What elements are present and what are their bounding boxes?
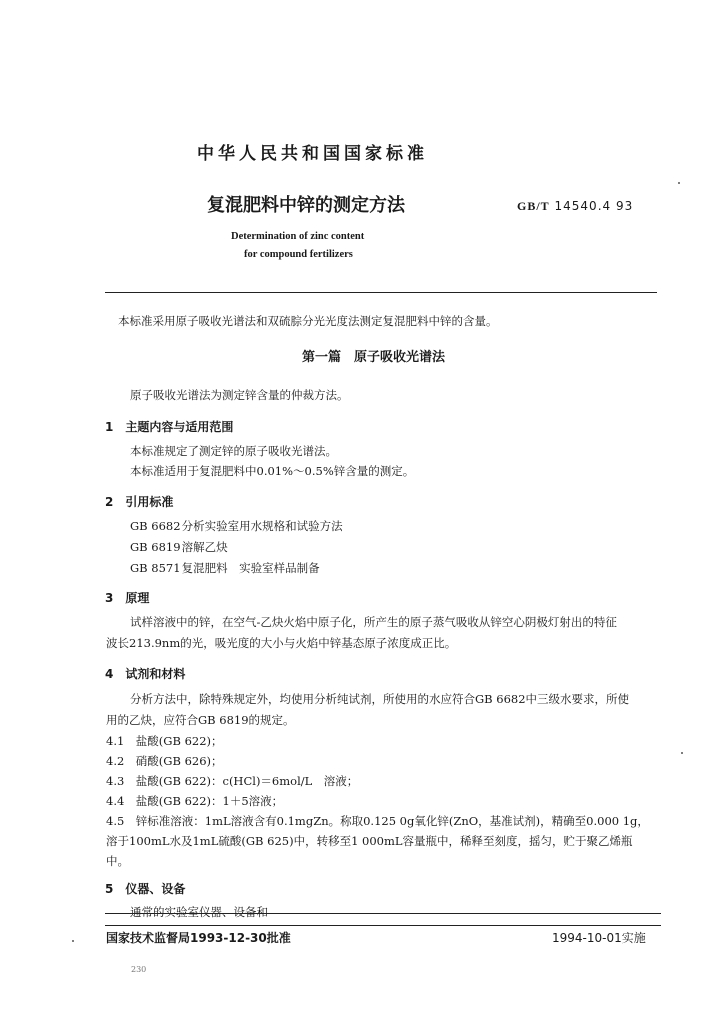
- section-3-line: 试样溶液中的锌，在空气-乙炔火焰中原子化，所产生的原子蒸气吸收从锌空心阴极灯射出的特征: [130, 615, 617, 629]
- header-divider: [105, 292, 657, 293]
- section-1-line: 本标准规定了测定锌的原子吸收光谱法。: [130, 444, 337, 458]
- scan-speck: [678, 182, 680, 184]
- implementation-date: 1994-10-01实施: [552, 931, 646, 945]
- section-4-line: 分析方法中，除特殊规定外，均使用分析纯试剂，所使用的水应符合GB 6682中三级水要求，所使: [130, 692, 630, 706]
- footer-divider: [105, 925, 661, 926]
- section-3-heading: 3 原理: [105, 591, 150, 605]
- page-number: 230: [131, 965, 147, 974]
- section-3-line: 波长213.9nm的光，吸光度的大小与火焰中锌基态原子浓度成正比。: [106, 636, 457, 650]
- section-1-line: 本标准适用于复混肥料中0.01%～0.5%锌含量的测定。: [130, 464, 415, 478]
- section-2-heading: 2 引用标准: [105, 495, 174, 509]
- issuing-organization: 中华人民共和国国家标准: [197, 144, 428, 164]
- approval-note: 国家技术监督局1993-12-30批准: [106, 931, 291, 945]
- scan-speck: [681, 752, 683, 754]
- english-title-line1: Determination of zinc content: [231, 231, 365, 242]
- reference-item: [130, 518, 343, 534]
- part-intro: 原子吸收光谱法为测定锌含量的仲裁方法。: [130, 388, 349, 402]
- reagent-item: 4.5 锌标准溶液：1mL溶液含有0.1mgZn。称取0.125 0g氧化锌(ZnO，基准试剂)，精确至0.000 1g，: [106, 814, 649, 828]
- standard-code: [517, 199, 633, 214]
- reagent-item: 4.2 硝酸(GB 626)；: [106, 754, 223, 768]
- section-1-heading: 1 主题内容与适用范围: [105, 420, 234, 434]
- reagent-item: 中。: [106, 854, 129, 868]
- section-4-heading: 4 试剂和材料: [105, 667, 186, 681]
- reference-code: GB 6682: [130, 519, 181, 533]
- section-4-line: 用的乙炔，应符合GB 6819的规定。: [106, 713, 295, 727]
- standard-prefix: GB/T: [517, 199, 550, 213]
- reference-name: 溶解乙炔: [181, 540, 228, 554]
- intro-paragraph: 本标准采用原子吸收光谱法和双硫腙分光光度法测定复混肥料中锌的含量。: [118, 314, 498, 328]
- document-title: 复混肥料中锌的测定方法: [207, 195, 405, 216]
- reference-code: GB 6819: [130, 540, 181, 554]
- reagent-item: 4.1 盐酸(GB 622)；: [106, 734, 223, 748]
- reference-item: [130, 539, 228, 555]
- reference-name: 复混肥料 实验室样品制备: [181, 561, 320, 575]
- reference-code: GB 8571: [130, 561, 181, 575]
- scan-speck: [72, 940, 74, 942]
- reference-item: [130, 560, 320, 576]
- body-divider: [105, 913, 661, 914]
- section-5-heading: 5 仪器、设备: [105, 882, 186, 896]
- english-title-line2: for compound fertilizers: [244, 249, 353, 260]
- reagent-item: 4.3 盐酸(GB 622)：c(HCl)＝6mol/L 溶液；: [106, 774, 359, 788]
- reagent-item: 4.4 盐酸(GB 622)：1＋5溶液；: [106, 794, 284, 808]
- part-title: 第一篇 原子吸收光谱法: [302, 350, 446, 365]
- reference-name: 分析实验室用水规格和试验方法: [181, 519, 343, 533]
- reagent-item: 溶于100mL水及1mL硫酸(GB 625)中，转移至1 000mL容量瓶中，稀释至刻度，摇匀，贮于聚乙烯瓶: [106, 834, 633, 848]
- standard-number: 14540.4 93: [554, 199, 634, 213]
- section-5-line: 通常的实验室仪器、设备和: [130, 905, 268, 919]
